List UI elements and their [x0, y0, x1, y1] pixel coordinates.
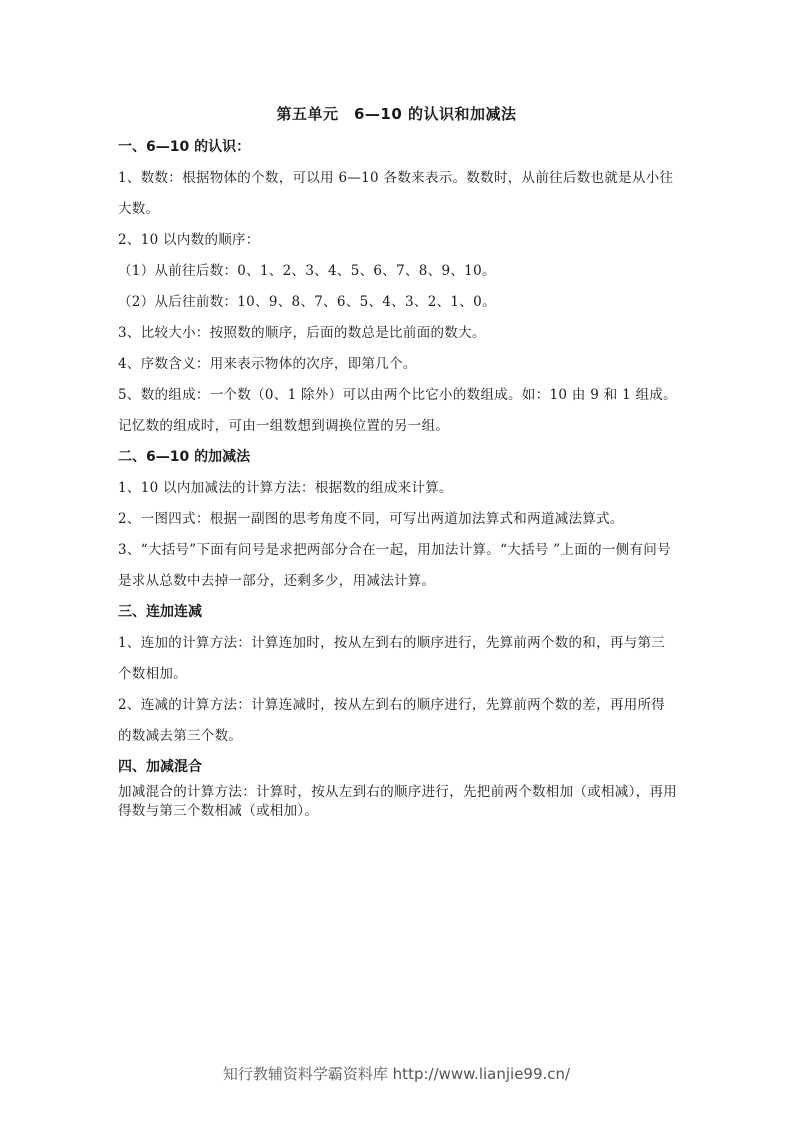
paragraph: 2、一图四式：根据一副图的思考角度不同，可写出两道加法算式和两道减法算式。 [118, 511, 624, 527]
section-heading-3: 三、连加连减 [118, 604, 202, 620]
paragraph: 3、比较大小：按照数的顺序，后面的数总是比前面的数大。 [118, 325, 486, 341]
paragraph: 3、“大括号”下面有问号是求把两部分合在一起，用加法计算。“大括号 ”上面的一侧有问号是求从总数中去掉一部分，还剩多少，用减法计算。 [118, 542, 671, 589]
paragraph: 1、连加的计算方法：计算连加时，按从左到右的顺序进行，先算前两个数的和，再与第三个数相加。 [118, 635, 666, 682]
paragraph: （1）从前往后数：0、1、2、3、4、5、6、7、8、9、10。 [118, 263, 496, 279]
footer-watermark: 知行教辅资料学霸资料库 http://www.lianjie99.cn/ [222, 1065, 571, 1083]
paragraph: 2、连减的计算方法：计算连减时，按从左到右的顺序进行，先算前两个数的差，再用所得的数减去第三个数。 [118, 697, 666, 744]
section-heading-1: 一、6—10 的认识： [118, 139, 251, 155]
paragraph: （2）从后往前数：10、9、8、7、6、5、4、3、2、1、0。 [118, 294, 496, 310]
section-heading-2: 二、6—10 的加减法 [118, 449, 251, 465]
paragraph: 2、10 以内数的顺序： [118, 232, 260, 248]
page-title: 第五单元 6—10 的认识和加减法 [276, 105, 517, 123]
paragraph: 1、10 以内加减法的计算方法：根据数的组成来计算。 [118, 480, 453, 496]
paragraph: 5、数的组成：一个数（0、1 除外）可以由两个比它小的数组成。如：10 由 9 和 1 组成。 [118, 387, 677, 403]
paragraph: 加减混合的计算方法：计算时，按从左到右的顺序进行，先把前两个数相加（或相减），再用得数与第三个数相减（或相加）。 [118, 784, 678, 819]
paragraph: 4、序数含义：用来表示物体的次序，即第几个。 [118, 356, 417, 372]
paragraph: 1、数数：根据物体的个数，可以用 6—10 各数来表示。数数时，从前往后数也就是从小往大数。 [118, 170, 674, 217]
document-body [118, 132, 678, 821]
paragraph: 记忆数的组成时，可由一组数想到调换位置的另一组。 [118, 418, 450, 434]
section-heading-4: 四、加减混合 [118, 759, 202, 775]
